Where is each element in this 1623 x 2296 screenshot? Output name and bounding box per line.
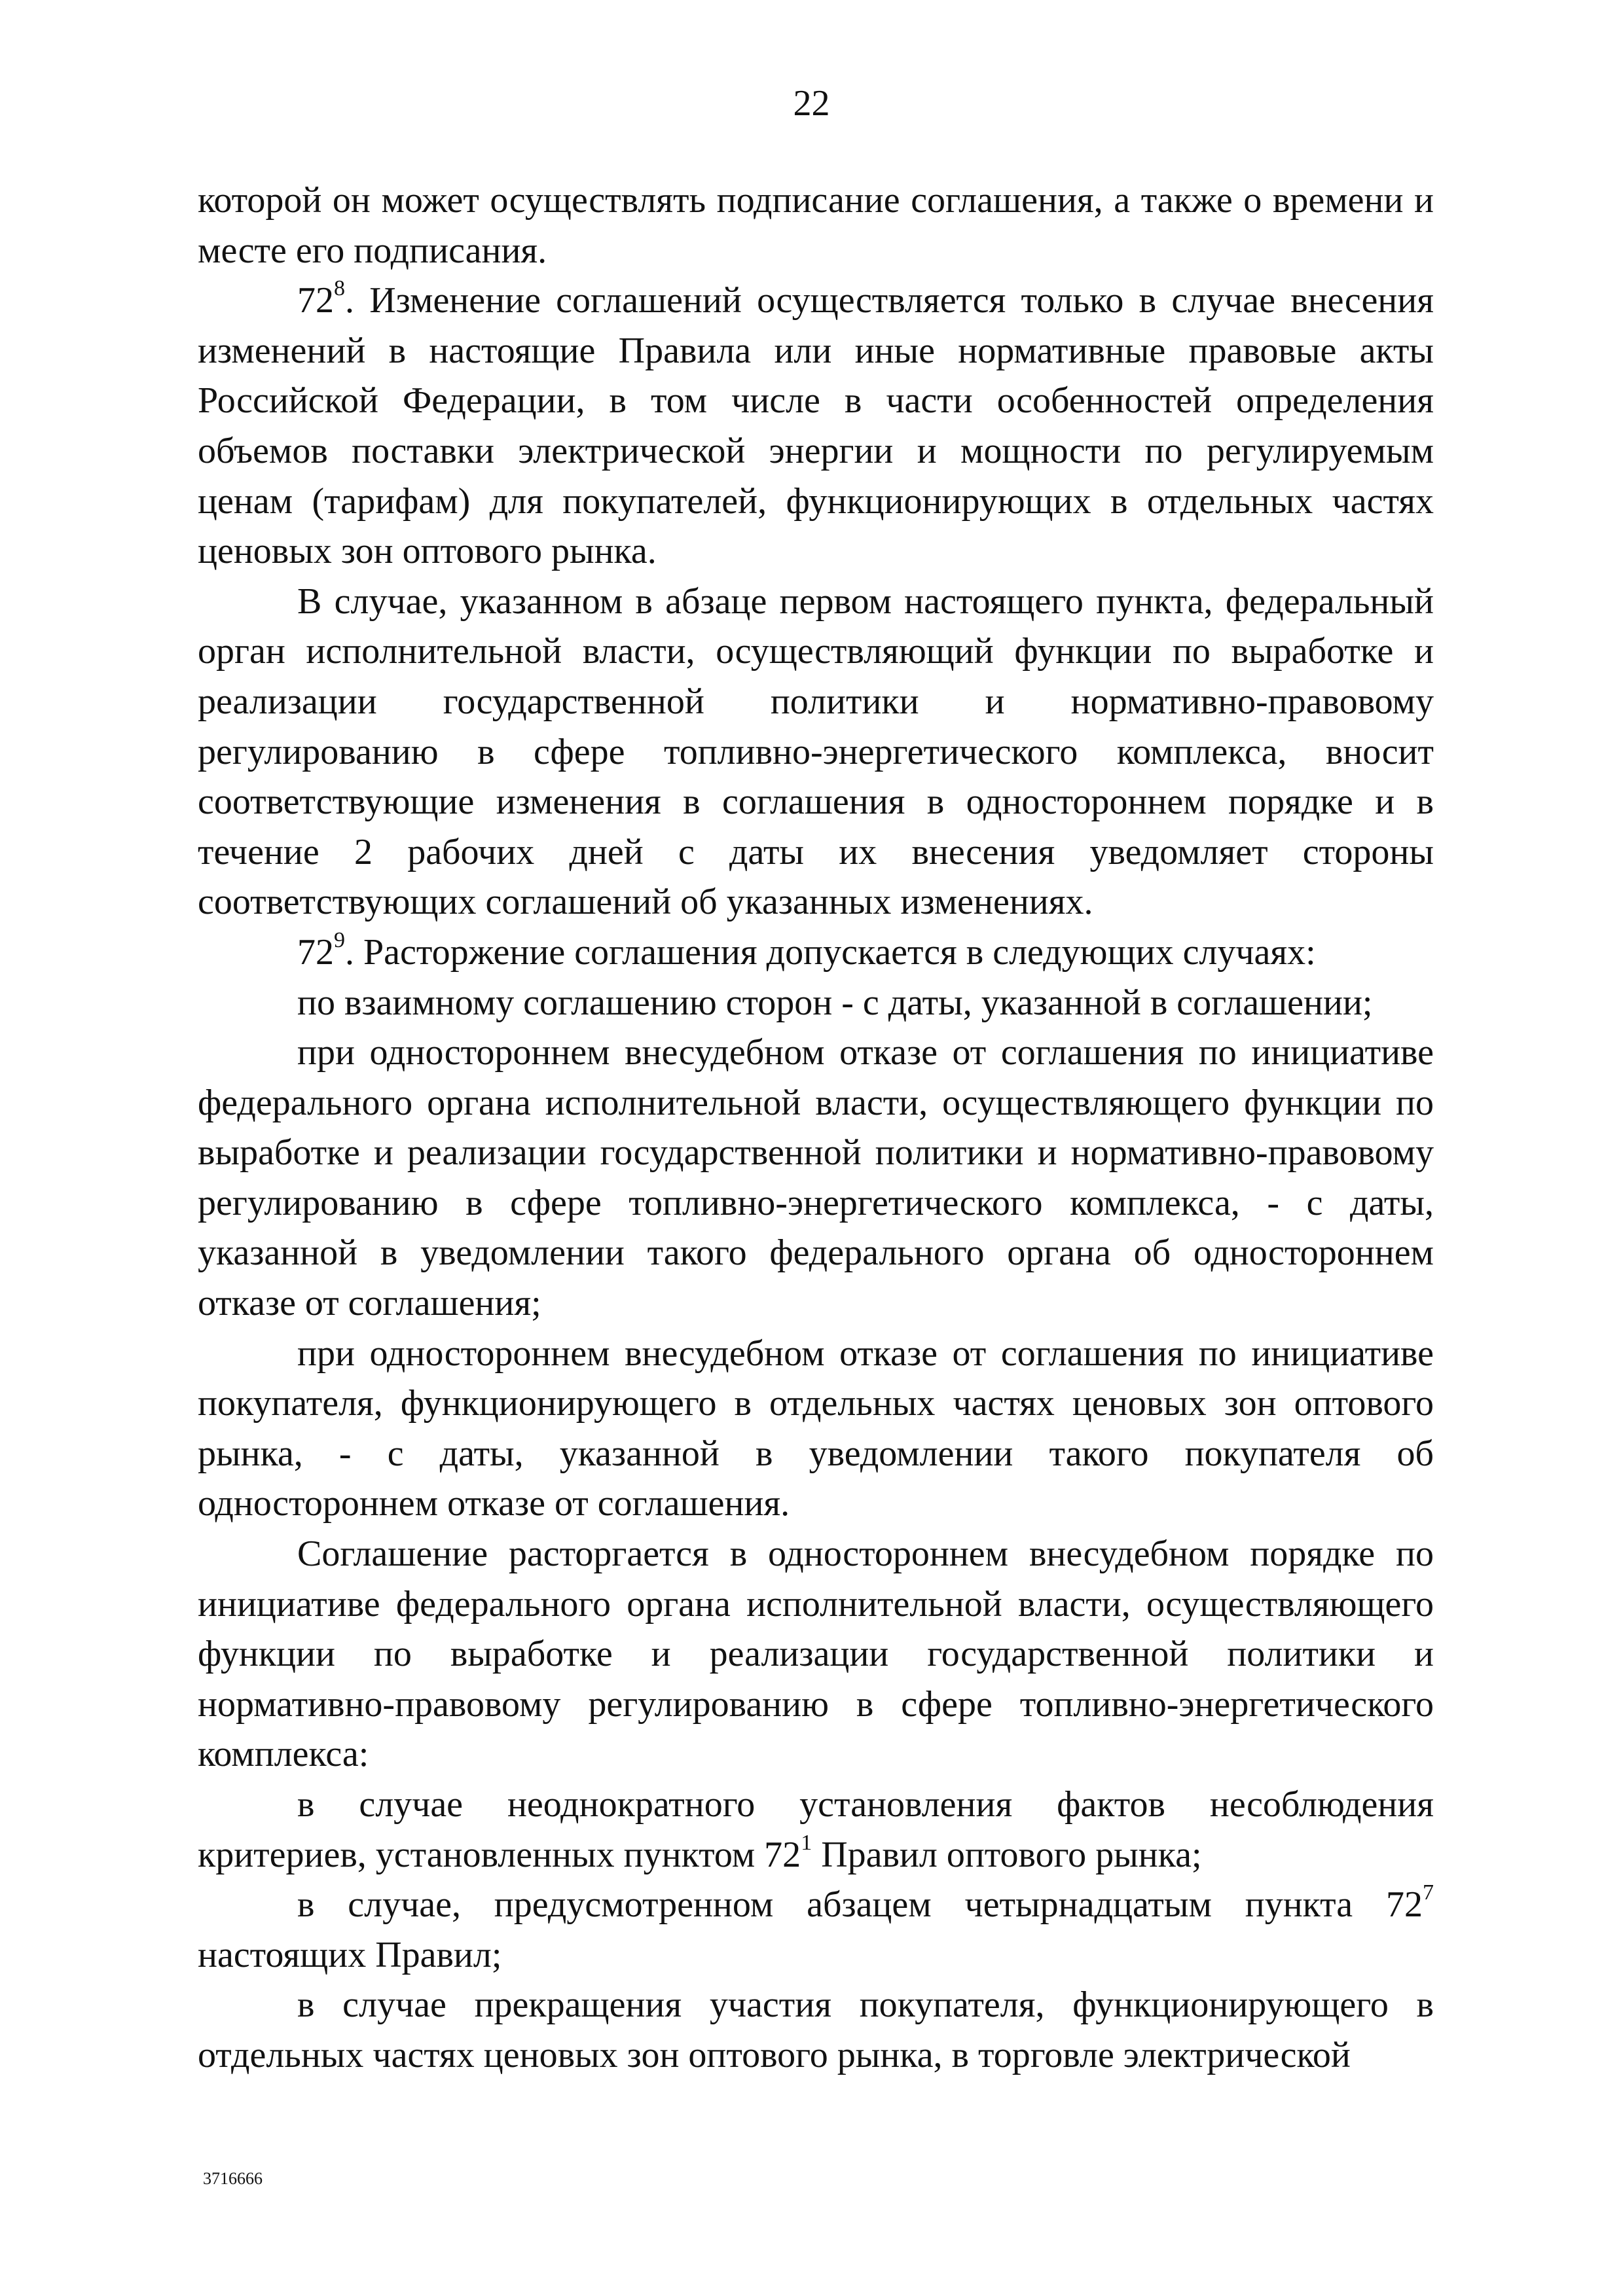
- paragraph-criteria-violation: в случае неоднократного установления фактов несоблюдения критериев, установленных пунктом $72^1$ Правил оптового рынка;: [198, 1784, 1434, 1875]
- paragraph-amendment-procedure: В случае, указанном в абзаце первом настоящего пункта, федеральный орган исполнительной власти, осуществляющий функции по выработке и реализации государственной политики и нормативно-правовому регулированию в сфере топливно-энергетического комплекса, вносит соответствующие изменения в соглашения в одностороннем порядке и в течение 2 рабочих дней с даты их внесения уведомляет стороны соответствующих соглашений об указанных изменениях.: [198, 581, 1434, 923]
- paragraph-continuation: которой он может осуществлять подписание соглашения, а также о времени и месте его подписания.: [198, 180, 1434, 271]
- document-code: 3716666: [203, 2169, 263, 2188]
- paragraph-72-9: $72^9$. Расторжение соглашения допускается в следующих случаях:: [297, 927, 1316, 973]
- paragraph-unilateral-termination: Соглашение расторгается в одностороннем внесудебном порядке по инициативе федерального органа исполнительной власти, осуществляющего функции по выработке и реализации государственной политики и нормативно-правовому регулированию в сфере топливно-энергетического комплекса:: [198, 1534, 1434, 1775]
- document-body: [198, 175, 1434, 2081]
- clause-superscript: 8: [334, 276, 345, 301]
- clause-number: 72: [297, 931, 334, 973]
- paragraph-buyer-refusal: при одностороннем внесудебном отказе от соглашения по инициативе покупателя, функционирующего в отдельных частях ценовых зон оптового рынка, - с даты, указанной в уведомлении такого покупателя об одностороннем отказе от соглашения.: [198, 1333, 1434, 1524]
- page-number: 22: [793, 83, 830, 124]
- paragraph-case-fourteenth: в случае, предусмотренном абзацем четырнадцатым пункта $72^7$ настоящих Правил;: [198, 1880, 1434, 1975]
- paragraph-72-8: $72^8$. Изменение соглашений осуществляется только в случае внесения изменений в настоящие Правила или иные нормативные правовые акты Российской Федерации, в том числе в части особенностей определения объемов поставки электрической энергии и мощности по регулируемым ценам (тарифам) для покупателей, функционирующих в отдельных частях ценовых зон оптового рынка.: [198, 276, 1434, 572]
- paragraph-mutual-agreement: по взаимному соглашению сторон - с даты, указанной в соглашении;: [297, 982, 1373, 1023]
- clause-superscript: 1: [801, 1830, 812, 1855]
- clause-number: 72: [297, 280, 334, 321]
- clause-superscript: 9: [334, 927, 345, 952]
- paragraph-federal-refusal: при одностороннем внесудебном отказе от соглашения по инициативе федерального органа исполнительной власти, осуществляющего функции по выработке и реализации государственной политики и нормативно-правовому регулированию в сфере топливно-энергетического комплекса, - с даты, указанной в уведомлении такого федерального органа об одностороннем отказе от соглашения;: [198, 1032, 1434, 1324]
- paragraph-participation-end: в случае прекращения участия покупателя, функционирующего в отдельных частях ценовых зон оптового рынка, в торговле электрической: [198, 1984, 1434, 2075]
- clause-superscript: 7: [1423, 1880, 1434, 1905]
